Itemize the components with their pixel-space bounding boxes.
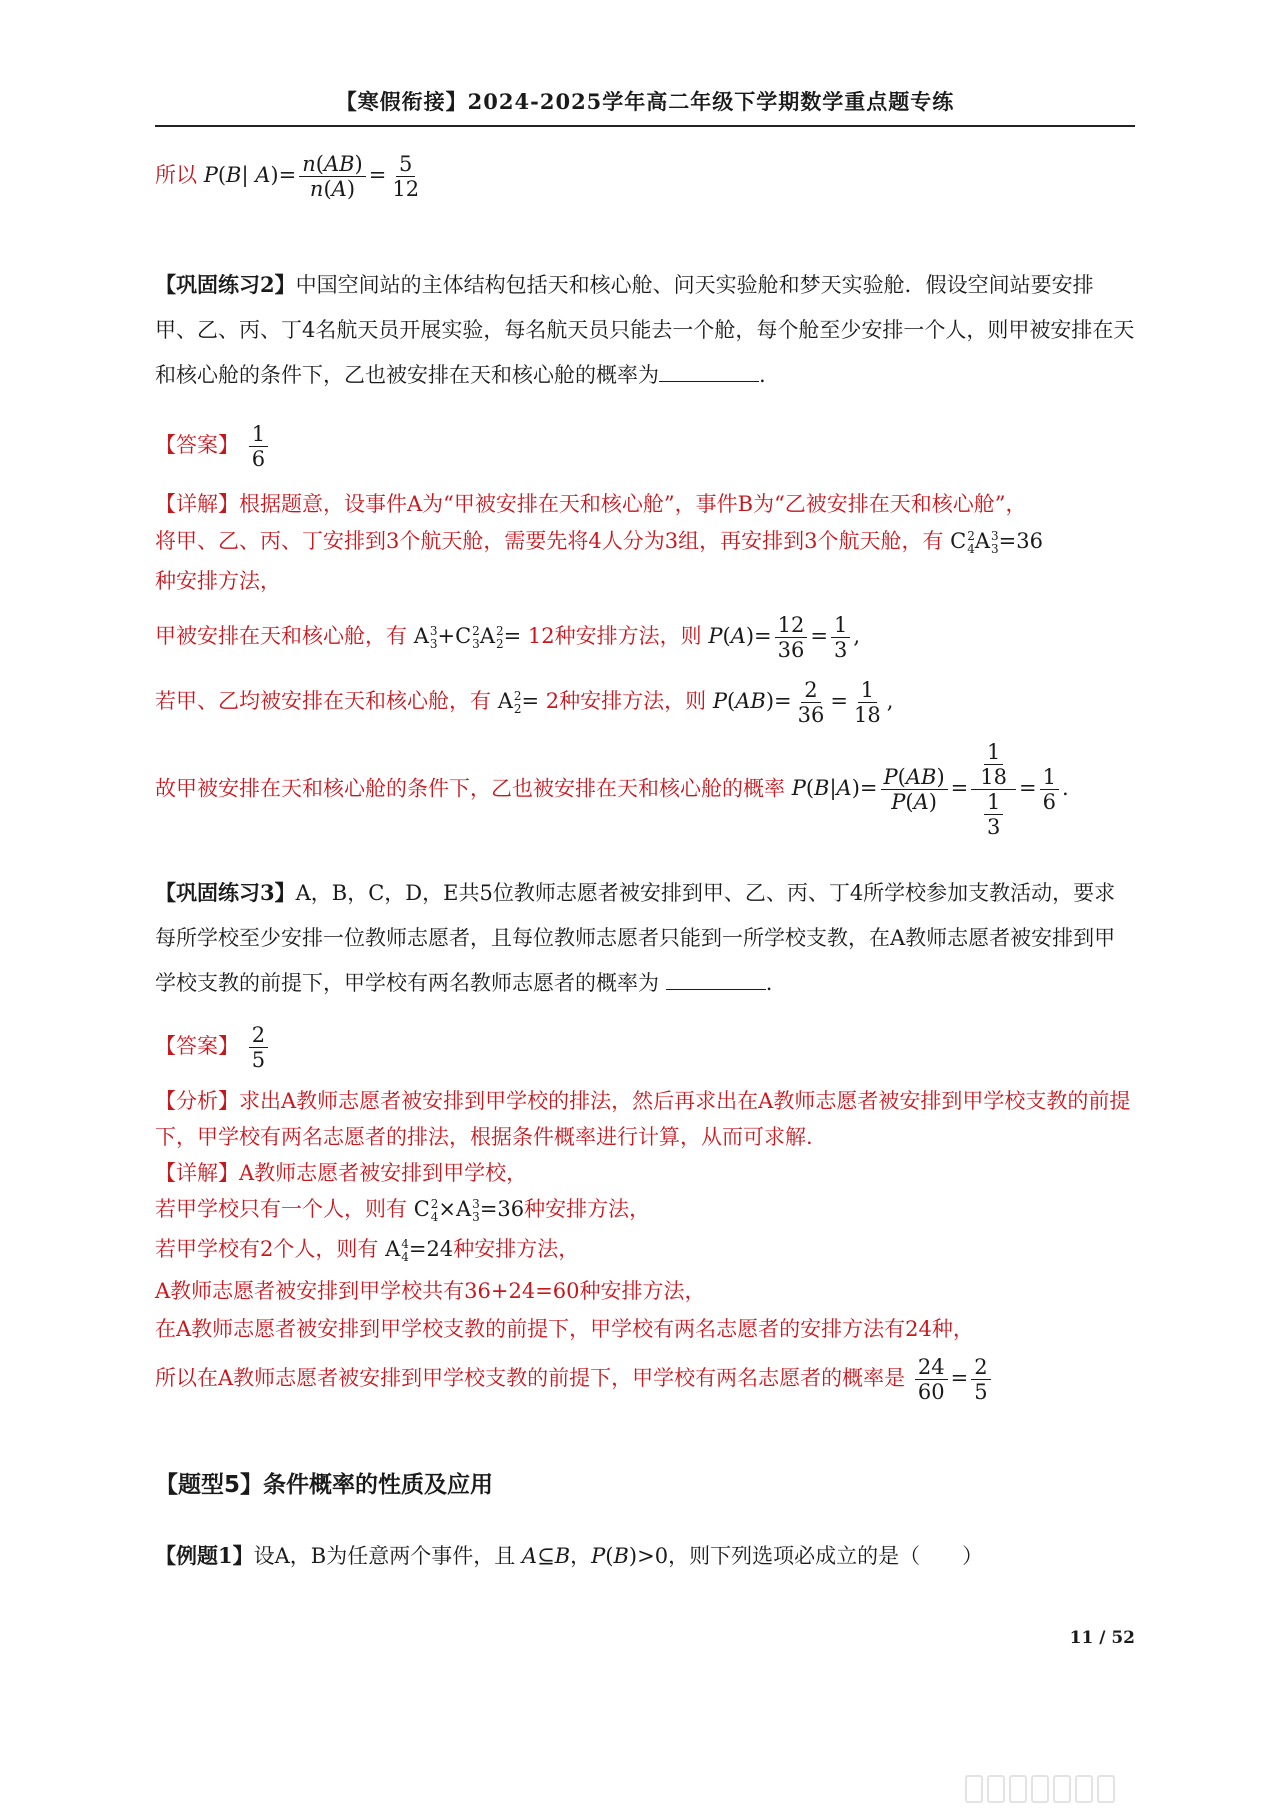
formula-pa: P(A)= $\frac{12}{36}$ = $\frac{1}{3}$ , (708, 613, 861, 663)
exercise-2-detail-3 (155, 613, 860, 662)
formula-pab: P(AB)= $\frac{2}{36}$ = $\frac{1}{18}$ , (712, 678, 894, 728)
analysis-label: 【分析】 (155, 1089, 239, 1113)
exercise-3-text: A，B，C，D，E共5位教师志愿者被安排到甲、乙、丙、丁4所学校参加支教活动，要求每所学校至少安排一位教师志愿者，且每位教师志愿者只能到一所学校支教，在A教师志愿者被安排到甲学校支教的前提下，甲学校有两名教师志愿者的概率为 (155, 881, 1116, 995)
detail-text: 所以在A教师志愿者被安排到甲学校支教的前提下，甲学校有两名志愿者的概率是 (155, 1366, 906, 1391)
detail-text: 甲被安排在天和核心舱，有 (155, 624, 407, 649)
exercise-2-question: 【巩固练习2】中国空间站的主体结构包括天和核心舱、问天实验舱和梦天实验舱．假设空间站要安排甲、乙、丙、丁4名航天员开展实验，每名航天员只能去一个舱，每个舱至少安排一个人，则甲被安排在天和核心舱的条件下，乙也被安排在天和核心舱的概率为 . (155, 272, 1135, 387)
exercise-2-tag: 【巩固练习2】 (155, 272, 296, 297)
detail-text: 若甲学校只有一个人，则有 (155, 1197, 407, 1221)
formula-pba: P(B| A)= $\frac{n(AB)}{n(A)}$ = $\frac{5}{12}$ (203, 152, 420, 202)
previous-answer-line (155, 152, 425, 201)
exercise-3-question: 【巩固练习3】A，B，C，D，E共5位教师志愿者被安排到甲、乙、丙、丁4所学校参加支教活动，要求每所学校至少安排一位教师志愿者，且每位教师志愿者只能到一所学校支教，在A教师志愿者被安排到甲学校支教的前提下，甲学校有两名教师志愿者的概率为 . (155, 880, 1116, 995)
formula-24-60: $\frac{24}{60}$ = $\frac{2}{5}$ (912, 1366, 994, 1390)
detail-text: 若甲学校有2个人，则有 (155, 1237, 379, 1261)
answer-blank (659, 363, 759, 382)
formula-c42-x-a33: C 2 4 ×A 3 3 =36 (413, 1196, 525, 1224)
exercise-2-detail-2b: 种安排方法， (155, 569, 281, 593)
detail-text: 种安排方法， (524, 1197, 651, 1221)
detail-label: 【详解】 (155, 492, 239, 516)
formula-a-subset-b: A⊆B，P(B)>0 (521, 1544, 669, 1568)
answer-label: 【答案】 (155, 433, 239, 458)
detail-label: 【详解】 (155, 1161, 239, 1185)
example-1-text: 设A，B为任意两个事件，且 (253, 1544, 516, 1568)
example-1-text-end: ，则下列选项必成立的是（ ） (668, 1544, 984, 1568)
exercise-3-detail-4: A教师志愿者被安排到甲学校共有36+24=60种安排方法， (155, 1279, 706, 1303)
exercise-2-detail-1 (155, 488, 1027, 518)
page-header-title: 【寒假衔接】2024-2025学年高二年级下学期数学重点题专练 (335, 89, 955, 114)
formula-a22: A 2 2 = (497, 688, 540, 716)
exercise-2-text: 中国空间站的主体结构包括天和核心舱、问天实验舱和梦天实验舱．假设空间站要安排甲、乙、丙、丁4名航天员开展实验，每名航天员只能去一个舱，每个舱至少安排一个人，则甲被安排在天和核心舱的条件下，乙也被安排在天和核心舱的概率为 (155, 273, 1135, 387)
exercise-3-detail-2 (155, 1193, 650, 1224)
exercise-3-detail-5: 在A教师志愿者被安排到甲学校支教的前提下，甲学校有两名志愿者的安排方法有24种， (155, 1317, 974, 1341)
analysis-text: 求出A教师志愿者被安排到甲学校的排法，然后再求出在A教师志愿者被安排到甲学校支教的前提下，甲学校有两名志愿者的排法，根据条件概率进行计算，从而可求解. (155, 1089, 1131, 1149)
exercise-3-detail-6 (155, 1355, 994, 1404)
exercise-2-detail-2 (155, 525, 1043, 556)
detail-text: 根据题意，设事件A为“甲被安排在天和核心舱”，事件B为“乙被安排在天和核心舱”， (239, 492, 1027, 516)
formula-a44: A 4 4 =24 (385, 1236, 454, 1264)
detail-text: 将甲、乙、丙、丁安排到3个航天舱，需要先将4人分为3组，再安排到3个航天舱，有 (155, 529, 944, 553)
section-heading: 【题型5】条件概率的性质及应用 (155, 1472, 494, 1498)
answer-label: 【答案】 (155, 1034, 239, 1059)
answer-blank (666, 971, 766, 990)
answer-denominator: 6 (251, 447, 266, 472)
exercise-3-answer (155, 1023, 271, 1072)
exercise-3-detail-1 (155, 1157, 527, 1187)
detail-text: 若甲、乙均被安排在天和核心舱，有 (155, 689, 491, 714)
answer-numerator: 1 (249, 422, 268, 447)
detail-text: 故甲被安排在天和核心舱的条件下，乙也被安排在天和核心舱的概率 (155, 776, 785, 801)
detail-text: 2种安排方法，则 (545, 689, 707, 714)
formula-a33-c32a22: A 3 3 +C 2 3 A 2 2 = (413, 623, 522, 651)
previous-answer-prefix: 所以 (155, 163, 197, 188)
exercise-2-detail-5 (155, 740, 1069, 840)
watermark-bars (965, 1775, 1115, 1803)
answer-denominator: 5 (251, 1048, 266, 1073)
exercise-2-detail-4 (155, 678, 893, 727)
formula-c42-a33: C 2 4 A 3 3 =36 (950, 528, 1043, 556)
exercise-3-tag: 【巩固练习3】 (155, 880, 296, 905)
header-divider (155, 125, 1135, 127)
detail-text: 种安排方法， (453, 1237, 580, 1261)
answer-numerator: 2 (249, 1023, 268, 1048)
exercise-3-analysis (155, 1083, 1135, 1155)
example-1-question (155, 1540, 983, 1570)
example-1-tag: 【例题1】 (155, 1543, 254, 1568)
detail-text: A教师志愿者被安排到甲学校， (239, 1161, 528, 1185)
detail-text: 12种安排方法，则 (527, 624, 702, 649)
exercise-3-detail-3 (155, 1233, 579, 1264)
exercise-2-answer (155, 422, 271, 471)
page-number: 11 / 52 (1069, 1628, 1135, 1648)
formula-final-probability: P(B|A)= $\frac{P(AB)}{P(A)}$ = $\frac{\frac{1}{18}}{\frac{1}{3}}$ = $\frac{1}{6}$ . (791, 740, 1069, 840)
